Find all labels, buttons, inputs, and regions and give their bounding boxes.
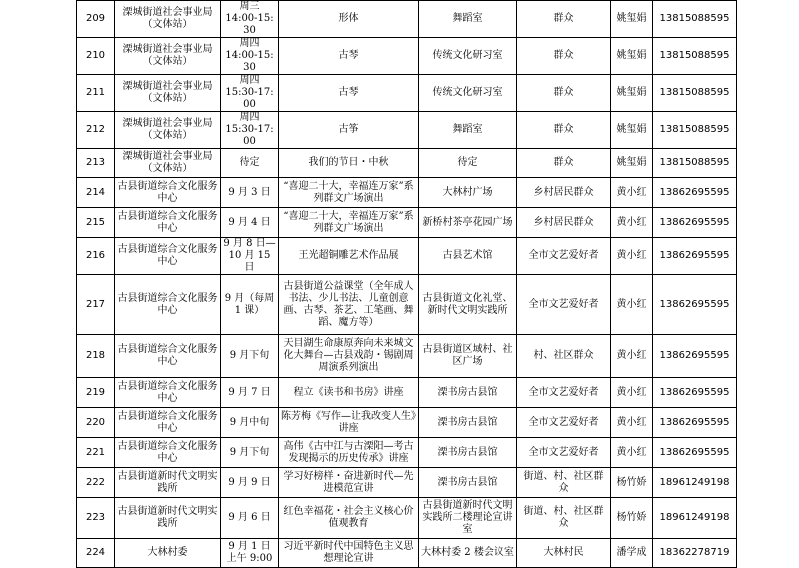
row-number: 224 — [77, 539, 115, 568]
audience: 群众 — [517, 112, 611, 149]
row-number: 213 — [77, 149, 115, 178]
event-venue: 舞蹈室 — [419, 1, 517, 38]
event-content: 习近平新时代中国特色主义思想理论宣讲 — [279, 539, 419, 568]
organizer: 古县街道综合文化服务中心 — [115, 438, 221, 468]
row-number: 219 — [77, 378, 115, 408]
contact-phone: 18961249198 — [653, 498, 737, 539]
table-row — [77, 539, 737, 568]
contact-phone: 13862695595 — [653, 275, 737, 335]
audience: 乡村居民群众 — [517, 208, 611, 238]
contact-person: 黄小红 — [611, 238, 653, 275]
audience: 村、社区群众 — [517, 335, 611, 378]
event-venue: 传统文化研习室 — [419, 38, 517, 75]
row-number: 212 — [77, 112, 115, 149]
contact-phone: 13815088595 — [653, 38, 737, 75]
event-time: 周四 14:00-15:30 — [221, 38, 279, 75]
event-time: 9 月 6 日 — [221, 498, 279, 539]
event-time: 9 月 4 日 — [221, 208, 279, 238]
event-time: 9 月下旬 — [221, 438, 279, 468]
audience: 全市文艺爱好者 — [517, 378, 611, 408]
event-content: 高伟《古中江与古溧阳—考古发现揭示的历史传承》讲座 — [279, 438, 419, 468]
organizer: 古县街道新时代文明实践所 — [115, 498, 221, 539]
contact-person: 姚玺娟 — [611, 1, 653, 38]
row-number: 223 — [77, 498, 115, 539]
contact-phone: 13815088595 — [653, 149, 737, 178]
event-time: 9 月（每周 1 课） — [221, 275, 279, 335]
row-number: 221 — [77, 438, 115, 468]
event-time: 9 月 9 日 — [221, 468, 279, 498]
contact-person: 黄小红 — [611, 438, 653, 468]
event-venue: 古县艺术馆 — [419, 238, 517, 275]
contact-phone: 13862695595 — [653, 208, 737, 238]
contact-person: 黄小红 — [611, 335, 653, 378]
event-content: “喜迎二十大，幸福连万家”系列群文广场演出 — [279, 208, 419, 238]
event-venue: 古县街道新时代文明实践所二楼理论宣讲室 — [419, 498, 517, 539]
table-row — [77, 438, 737, 468]
audience: 街道、村、社区群众 — [517, 498, 611, 539]
contact-person: 黄小红 — [611, 275, 653, 335]
organizer: 溧城街道社会事业局（文体站） — [115, 112, 221, 149]
contact-phone: 13815088595 — [653, 75, 737, 112]
table-row — [77, 468, 737, 498]
event-time: 周四 15:30-17:00 — [221, 112, 279, 149]
organizer: 溧城街道社会事业局（文体站） — [115, 1, 221, 38]
contact-person: 杨竹娇 — [611, 468, 653, 498]
event-content: 陈芳梅《写作—让我改变人生》讲座 — [279, 408, 419, 438]
contact-person: 黄小红 — [611, 208, 653, 238]
event-venue: 溧书房古县馆 — [419, 378, 517, 408]
event-schedule-table — [76, 0, 737, 568]
audience: 群众 — [517, 38, 611, 75]
event-content: “喜迎二十大，幸福连万家”系列群文广场演出 — [279, 178, 419, 208]
event-content: 学习好榜样・奋进新时代—先进模范宣讲 — [279, 468, 419, 498]
row-number: 215 — [77, 208, 115, 238]
contact-phone: 13862695595 — [653, 438, 737, 468]
event-content: 形体 — [279, 1, 419, 38]
event-content: 程立《读书和书房》讲座 — [279, 378, 419, 408]
row-number: 218 — [77, 335, 115, 378]
contact-person: 黄小红 — [611, 408, 653, 438]
event-time: 9 月下旬 — [221, 335, 279, 378]
event-content: 古琴 — [279, 75, 419, 112]
contact-phone: 13815088595 — [653, 1, 737, 38]
event-venue: 舞蹈室 — [419, 112, 517, 149]
event-time: 9 月中旬 — [221, 408, 279, 438]
event-venue: 待定 — [419, 149, 517, 178]
row-number: 220 — [77, 408, 115, 438]
contact-phone: 13862695595 — [653, 408, 737, 438]
organizer: 溧城街道社会事业局（文体站） — [115, 38, 221, 75]
table-row — [77, 1, 737, 38]
contact-person: 姚玺娟 — [611, 38, 653, 75]
audience: 街道、村、社区群众 — [517, 468, 611, 498]
event-time: 周三 14:00-15:30 — [221, 1, 279, 38]
contact-phone: 13862695595 — [653, 178, 737, 208]
event-content: 红色幸福花・社会主义核心价值观教育 — [279, 498, 419, 539]
organizer: 古县街道综合文化服务中心 — [115, 378, 221, 408]
table-row — [77, 238, 737, 275]
table-row — [77, 112, 737, 149]
table-row — [77, 335, 737, 378]
event-time: 待定 — [221, 149, 279, 178]
row-number: 217 — [77, 275, 115, 335]
audience: 全市文艺爱好者 — [517, 408, 611, 438]
event-venue: 大林村广场 — [419, 178, 517, 208]
organizer: 古县街道综合文化服务中心 — [115, 238, 221, 275]
audience: 全市文艺爱好者 — [517, 438, 611, 468]
organizer: 古县街道新时代文明实践所 — [115, 468, 221, 498]
audience: 全市文艺爱好者 — [517, 238, 611, 275]
event-content: 我们的节日・中秋 — [279, 149, 419, 178]
event-time: 9 月 8 日—10 月 15 日 — [221, 238, 279, 275]
table-row — [77, 378, 737, 408]
organizer: 古县街道综合文化服务中心 — [115, 335, 221, 378]
row-number: 216 — [77, 238, 115, 275]
organizer: 古县街道综合文化服务中心 — [115, 275, 221, 335]
event-venue: 大林村委 2 楼会议室 — [419, 539, 517, 568]
event-venue: 溧书房古县馆 — [419, 438, 517, 468]
audience: 群众 — [517, 149, 611, 178]
table-row — [77, 149, 737, 178]
contact-phone: 18961249198 — [653, 468, 737, 498]
table-row — [77, 178, 737, 208]
organizer: 古县街道综合文化服务中心 — [115, 178, 221, 208]
event-time: 9 月 7 日 — [221, 378, 279, 408]
contact-person: 杨竹娇 — [611, 498, 653, 539]
event-venue: 溧书房古县馆 — [419, 408, 517, 438]
organizer: 古县街道综合文化服务中心 — [115, 408, 221, 438]
organizer: 大林村委 — [115, 539, 221, 568]
event-venue: 新桥村茶亭花园广场 — [419, 208, 517, 238]
organizer: 古县街道综合文化服务中心 — [115, 208, 221, 238]
table-row — [77, 38, 737, 75]
event-content: 古琴 — [279, 38, 419, 75]
event-content: 天目湖生命康原奔向未来城文化大舞台—古县戏韵・锡剧周周演系列演出 — [279, 335, 419, 378]
table-row — [77, 408, 737, 438]
contact-person: 黄小红 — [611, 378, 653, 408]
audience: 乡村居民群众 — [517, 178, 611, 208]
event-venue: 古县街道文化礼堂、新时代文明实践所 — [419, 275, 517, 335]
event-content: 古县街道公益课堂（全年成人书法、少儿书法、儿童创意画、古琴、茶艺、工笔画、舞蹈、魔方等） — [279, 275, 419, 335]
row-number: 211 — [77, 75, 115, 112]
table-row — [77, 275, 737, 335]
audience: 群众 — [517, 75, 611, 112]
event-venue: 溧书房古县馆 — [419, 468, 517, 498]
row-number: 222 — [77, 468, 115, 498]
table-row — [77, 208, 737, 238]
table-row — [77, 75, 737, 112]
audience: 群众 — [517, 1, 611, 38]
contact-phone: 13862695595 — [653, 238, 737, 275]
row-number: 210 — [77, 38, 115, 75]
event-venue: 传统文化研习室 — [419, 75, 517, 112]
event-time: 周四 15:30-17:00 — [221, 75, 279, 112]
event-time: 9 月 3 日 — [221, 178, 279, 208]
contact-person: 姚玺娟 — [611, 112, 653, 149]
contact-person: 姚玺娟 — [611, 149, 653, 178]
contact-phone: 13862695595 — [653, 378, 737, 408]
event-venue: 古县街道区域村、社区广场 — [419, 335, 517, 378]
audience: 大林村民 — [517, 539, 611, 568]
event-content: 王光超铜雕艺术作品展 — [279, 238, 419, 275]
row-number: 214 — [77, 178, 115, 208]
event-content: 古筝 — [279, 112, 419, 149]
contact-phone: 13862695595 — [653, 335, 737, 378]
contact-phone: 13815088595 — [653, 112, 737, 149]
organizer: 溧城街道社会事业局（文体站） — [115, 149, 221, 178]
contact-person: 潘学成 — [611, 539, 653, 568]
contact-phone: 18362278719 — [653, 539, 737, 568]
event-time: 9 月 1 日 上午 9:00 — [221, 539, 279, 568]
contact-person: 姚玺娟 — [611, 75, 653, 112]
organizer: 溧城街道社会事业局（文体站） — [115, 75, 221, 112]
contact-person: 黄小红 — [611, 178, 653, 208]
audience: 全市文艺爱好者 — [517, 275, 611, 335]
table-row — [77, 498, 737, 539]
row-number: 209 — [77, 1, 115, 38]
